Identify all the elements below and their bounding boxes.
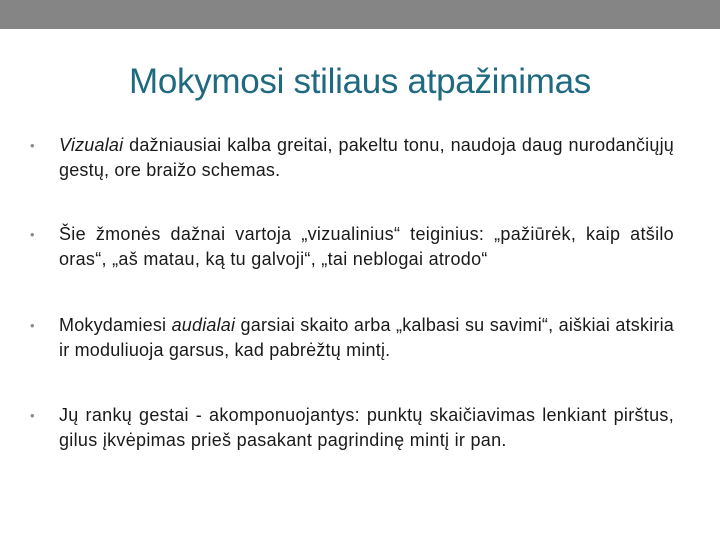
slide-title: Mokymosi stiliaus atpažinimas [128,62,591,101]
bullet-text-rest: dažniausiai kalba greitai, pakeltu tonu, naudoja daug nurodančiųjų gestų, ore braižo schemas. [59,135,674,180]
bullet-emphasis: audialai [171,315,236,335]
bullet-text-1 [44,133,674,183]
bullet-text-rest: garsiai skaito arba „kalbasi su savimi“, aiškiai atskiria ir moduliuoja garsus, kad pabrėžtų mintį. [59,315,674,360]
bullet-item-2 [30,222,674,272]
bullet-icon: • [30,227,35,242]
bullet-item-1 [30,133,674,183]
bullet-emphasis: Vizualai [59,135,124,155]
bullet-icon: • [30,138,35,153]
bullet-icon: • [30,408,35,423]
bullet-text-4: Jų rankų gestai - akomponuojantys: punktų skaičiavimas lenkiant pirštus, gilus įkvėpimas prieš pasakant pagrindinę mintį ir pan. [59,405,674,450]
bullet-item-4 [30,403,674,453]
bullet-icon: • [30,318,35,333]
bullet-text-3 [44,313,674,363]
bullet-item-3 [30,313,674,363]
top-bar [0,0,720,29]
bullet-text-2: Šie žmonės dažnai vartoja „vizualinius“ teiginius: „pažiūrėk, kaip atšilo oras“, „aš matau, ką tu galvoji“, „tai neblogai atrodo“ [59,224,674,269]
bullet-text-before: Mokydamiesi [59,315,172,335]
